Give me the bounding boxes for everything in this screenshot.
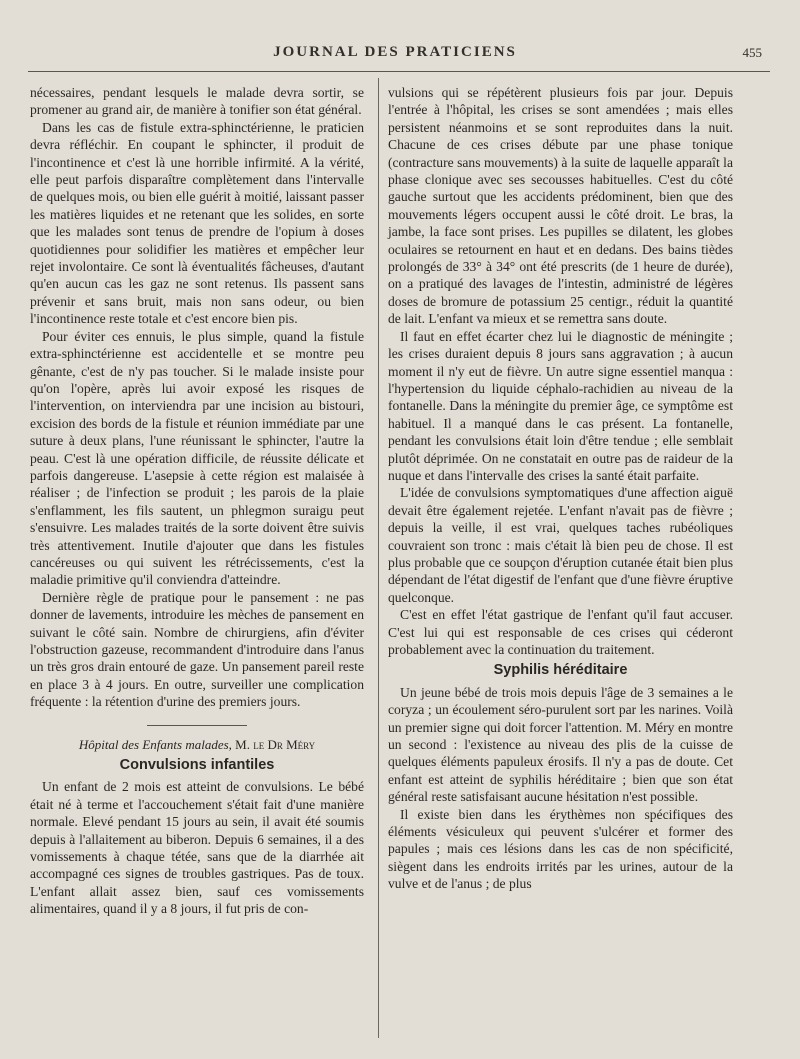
page-number: 455 (742, 45, 762, 60)
case-venue (30, 736, 364, 753)
section-heading: Convulsions infantiles (119, 757, 275, 774)
right-column (388, 84, 733, 893)
paragraph: Il faut en effet écarter chez lui le diagnostic de méningite ; les crises duraient depuis 8 jours sans aggravation ; à aucun moment il n'y eut de fièvre. Un autre signe essentiel manqua : l'hypertension du liquide céphalo-rachidien au niveau de la fontanelle. Dans la méningite du premier âge, ce symptôme est habituel. Il a manqué dans le cas présent. La fontanelle, pendant les convulsions était loin d'être tendue ; elle semblait plutôt déprimée. On ne constatait en outre pas de raideur de la nuque et dans l'intervalle des crises la santé était parfaite. (388, 328, 733, 483)
page-header (28, 44, 762, 66)
paragraph: C'est en effet l'état gastrique de l'enfant qu'il faut accuser. C'est lui qui est responsable de ces crises qui céderont probablement avec la continuation du traitement. (388, 607, 733, 657)
paragraph: nécessaires, pendant lesquels le malade devra sortir, se promener au grand air, de manière à tonifier son état général. (30, 85, 364, 118)
venue-hospital: Hôpital des Enfants malades, (78, 736, 232, 752)
left-column (30, 84, 364, 918)
paragraph: Dernière règle de pratique pour le pansement : ne pas donner de lavements, introduire les mèches de pansement en suivant le côté sain. Nombre de chirurgiens, afin d'éviter l'obstruction gazeuse, recommandent d'introduire dans l'anus un très gros drain entouré de gaze. Un pansement pareil reste en place 3 à 4 jours. En outre, surveiller une complication fréquente : la rétention d'urine des premiers jours. (30, 589, 364, 710)
paragraph: Pour éviter ces ennuis, le plus simple, quand la fistule extra-sphinctérienne est accidentelle et se montre peu gênante, c'est de n'y pas toucher. Si le malade insiste pour qu'on l'opère, après lui avoir exposé les risques de l'intervention, on interviendra par une incision au bistouri, excision des bords de la fistule et réunion immédiate par une suture à deux plans, l'une réunissant le sphincter, l'autre la peau. C'est là une opération difficile, de réussite délicate et parfois dangereuse. L'asepsie à cette région est malaisée à réaliser ; de l'infection se produit ; les parois de la plaie s'enflamment, les fils sautent, un phlegmon suraigu peut s'ensuivre. Les malades traités de la sorte doivent être suivis très attentivement. Inutile d'ajouter que dans les fistules cancéreuses ou qui suivent les rétrécissements, c'est la maladie primitive qu'il conviendra d'atteindre. (30, 328, 364, 588)
venue-doctor: M. le Dr Méry (235, 736, 316, 752)
header-rule (28, 71, 770, 72)
running-title: JOURNAL DES PRATICIENS (273, 44, 517, 60)
paragraph: Dans les cas de fistule extra-sphinctérienne, le praticien devra réfléchir. En coupant le sphincter, il produit de l'incontinence et c'est là une horrible infirmité. A la vérité, elle peut parfois disparaître complètement dans l'intervalle de quelques mois, ou bien elle guérit à moitié, laissant passer les matières liquides et ne retenant que les solides, en sorte que les malades sont tenus de prendre de l'opium à doses quotidiennes pour solidifier les matières et empêcher leur rejet involontaire. Ce sont là éventualités fâcheuses, d'autant qu'en aucun cas les gaz ne sont retenus. Ils passent sans prévenir et sans bruit, mais non sans odeur, ou bien l'incontinence reste totale et c'est encore bien pis. (30, 119, 364, 327)
paragraph: Un jeune bébé de trois mois depuis l'âge de 3 semaines a le coryza ; un écoulement séro-purulent sort par les narines. Voilà un premier signe qui doit forcer l'attention. M. Méry en montre un second : l'existence au niveau des plis de la cuisse de quelques éléments papuleux érosifs. Il n'y a pas de doute. Cet enfant est atteint de syphilis héréditaire ; bien que son état général reste satisfaisant aucune hésitation n'est possible. (388, 684, 733, 805)
column-divider (378, 78, 379, 1038)
section-rule (147, 725, 247, 726)
paragraph: Un enfant de 2 mois est atteint de convulsions. Le bébé était né à terme et l'accouchement s'était fait d'une manière normale. Elevé pendant 15 jours au sein, il avait été soumis depuis à l'allaitement au biberon. Depuis 6 semaines, il a des vomissements à chaque tétée, sans que de la diarrhée ait accompagné ces signes de troubles gastriques. Pas de toux. L'enfant allait assez bien, sauf ces vomissements alimentaires, quand il y a 8 jours, il fut pris de con- (30, 779, 364, 917)
paragraph: Il existe bien dans les érythèmes non spécifiques des éléments vésiculeux qui peuvent s'ulcérer et former des papules ; mais ces lésions dans les cas de non spécificité, siègent dans les endroits irrités par les urines, autour de la vulve et de l'anus ; de plus (388, 806, 733, 892)
paragraph: vulsions qui se répétèrent plusieurs fois par jour. Depuis l'entrée à l'hôpital, les crises se sont amendées ; mais elles persistent néanmoins et se sont reproduites dans la nuit. Chacune de ces crises débute par une phase tonique (contracture sans mouvements) à la suite de laquelle apparaît la phase clonique avec ses secousses habituelles. C'est du côté gauche surtout que les accidents prédominent, bien que des mouvements légers occupent aussi le côté droit. Le bras, la jambe, la face sont prises. Les pupilles se dilatent, les globes oculaires se retournent en haut et en dedans. Des bains tièdes prolongés de 33° à 34° ont été prescrits (de 1 heure de durée), on a pratiqué des lavages de l'intestin, administré de légères doses de bromure de potassium 25 centigr., réduit la quantité de lait. L'enfant va mieux et se remettra sans doute. (388, 85, 733, 327)
section-heading: Syphilis héréditaire (493, 662, 628, 679)
paragraph: L'idée de convulsions symptomatiques d'une affection aiguë devait être également rejetée. L'enfant n'avait pas de fièvre ; depuis la veille, il est vrai, quelques taches rubéoliques couvraient son tronc : mais c'était là bien peu de chose. Il est plus probable que ce soupçon d'éruption cutanée était bien plus dépendant de l'état digestif de l'enfant que d'une fièvre éruptive quelconque. (388, 485, 733, 605)
